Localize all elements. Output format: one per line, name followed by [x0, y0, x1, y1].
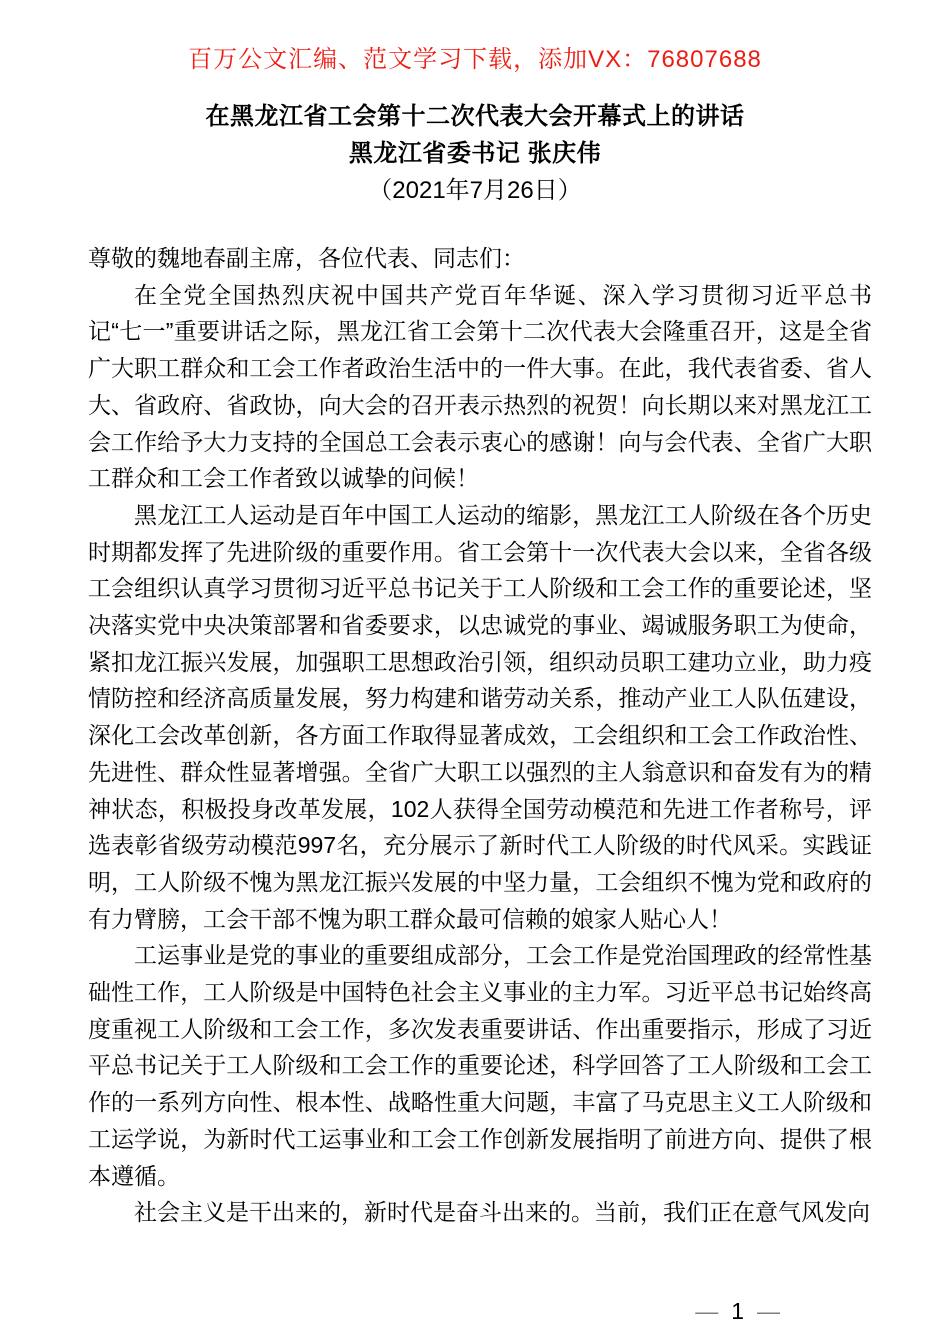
paragraph-opening: 在全党全国热烈庆祝中国共产党百年华诞、深入学习贯彻习近平总书记“七一”重要讲话之际，黑龙江省工会第十二次代表大会隆重召开，这是全省广大职工群众和工会工作者政治生活中的一件大事。在此，我代表省委、省人大、省政府、省政协，向大会的召开表示热烈的祝贺！向长期以来对黑龙江工会工作给予大力支持的全国总工会表示衷心的感谢！向与会代表、全省广大职工群众和工会工作者致以诚挚的问候！ — [88, 281, 872, 492]
page-number-dash-right: — — [757, 1298, 780, 1324]
document-author: 黑龙江省委书记 张庆伟 — [348, 140, 602, 167]
paragraph-achievements: 黑龙江工人运动是百年中国工人运动的缩影，黑龙江工人阶级在各个历史时期都发挥了先进阶级的重要作用。省工会第十一次代表大会以来，全省各级工会组织认真学习贯彻习近平总书记关于工人阶级和工会工作的重要论述，坚决落实党中央决策部署和省委要求，以忠诚党的事业、竭诚服务职工为使命，紧扣龙江振兴发展，加强职工思想政治引领，组织动员职工建功立业，助力疫情防控和经济高质量发展，努力构建和谐劳动关系，推动产业工人队伍建设，深化工会改革创新，各方面工作取得显著成效，工会组织和工会工作政治性、先进性、群众性显著增强。全省广大职工以强烈的主人翁意识和奋发有为的精神状态，积极投身改革发展，102人获得全国劳动模范和先进工作者称号，评选表彰省级劳动模范997名，充分展示了新时代工人阶级的时代风采。实践证明，工人阶级不愧为黑龙江振兴发展的中坚力量，工会组织不愧为党和政府的有力臂膀，工会干部不愧为职工群众最可信赖的娘家人贴心人！ — [88, 501, 872, 932]
document-date: （2021年7月26日） — [368, 177, 582, 204]
paragraph-theory: 工运事业是党的事业的重要组成部分，工会工作是党治国理政的经常性基础性工作，工人阶级是中国特色社会主义事业的主力军。习近平总书记始终高度重视工人阶级和工会工作，多次发表重要讲话、作出重要指示，形成了习近平总书记关于工人阶级和工会工作的重要论述，科学回答了工人阶级和工会工作的一系列方向性、根本性、战略性重大问题，丰富了马克思主义工人阶级和工运学说，为新时代工运事业和工会工作创新发展指明了前进方向、提供了根本遵循。 — [88, 942, 872, 1189]
page-number-value: 1 — [731, 1298, 744, 1324]
document-title: 在黑龙江省工会第十二次代表大会开幕式上的讲话 — [205, 103, 745, 130]
page-number-dash-left: — — [695, 1298, 719, 1324]
promo-banner: 百万公文汇编、范文学习下载，添加VX：76807688 — [188, 46, 762, 73]
title-block — [0, 98, 950, 209]
document-body — [88, 240, 872, 1231]
paragraph-current: 社会主义是干出来的，新时代是奋斗出来的。当前，我们正在意气风发向 — [134, 1199, 870, 1226]
paragraph-salutation: 尊敬的魏地春副主席，各位代表、同志们： — [88, 245, 525, 271]
page-number — [695, 1298, 780, 1324]
